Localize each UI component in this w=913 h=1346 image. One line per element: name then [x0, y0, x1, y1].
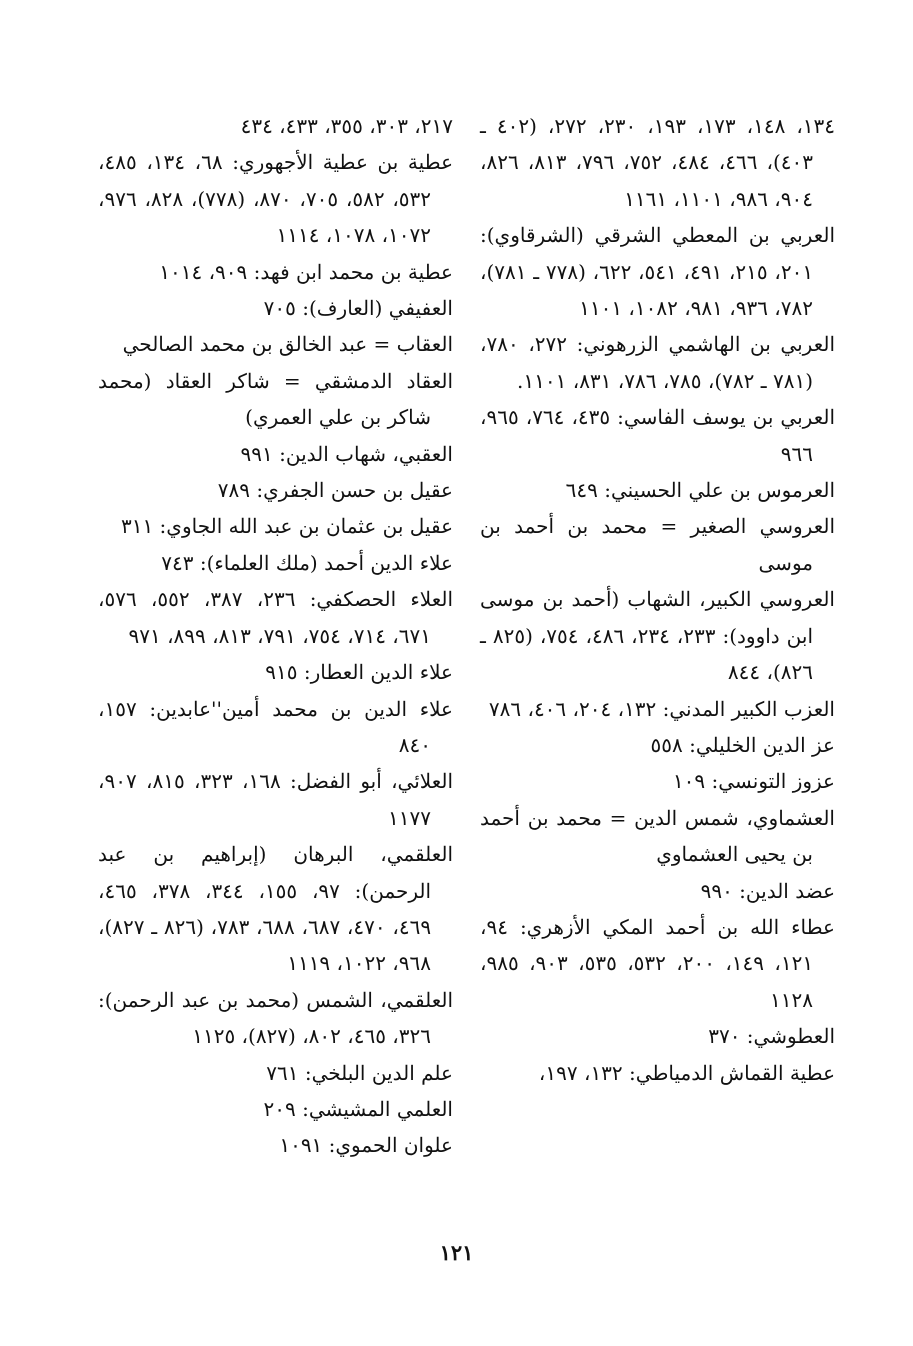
left-column: [98, 108, 453, 1164]
page-number: ١٢١: [439, 1240, 474, 1265]
index-entry: علاء الدين أحمد (ملك العلماء): ٧٤٣: [161, 550, 453, 575]
index-entry: علم الدين البلخي: ٧٦١: [266, 1060, 453, 1085]
index-entry: العفيفي (العارف): ٧٠٥: [263, 296, 453, 321]
index-entry: عطية القماش الدمياطي: ١٣٢، ١٩٧،: [538, 1060, 835, 1085]
index-entry: علاء الدين بن محمد أمين''عابدين: ١٥٧، ٨٤٠: [98, 696, 453, 757]
index-entry: العشماوي، شمس الدين = محمد بن أحمد بن يحيى العشماوي: [480, 805, 835, 867]
index-entry: العروسي الصغير = محمد بن أحمد بن موسى: [480, 514, 835, 575]
index-entry: العربي بن الهاشمي الزرهوني: ٢٧٢، ٧٨٠، (٧٨١ ـ ٧٨٢)، ٧٨٥، ٧٨٦، ٨٣١، ١١٠١.: [480, 332, 835, 393]
index-entry: العزب الكبير المدني: ١٣٢، ٢٠٤، ٤٠٦، ٧٨٦: [488, 696, 835, 721]
index-entry: عزوز التونسي: ١٠٩: [672, 769, 835, 794]
index-entry: عز الدين الخليلي: ٥٥٨: [650, 732, 835, 757]
index-entry: العلاء الحصكفي: ٢٣٦، ٣٨٧، ٥٥٢، ٥٧٦، ٦٧١، ٧١٤، ٧٥٤، ٧٩١، ٨١٣، ٨٩٩، ٩٧١: [98, 587, 454, 648]
index-entry: العربي بن المعطي الشرقي (الشرقاوي): ٢٠١، ٢١٥، ٤٩١، ٥٤١، ٦٢٢، (٧٧٨ ـ ٧٨١)، ٧٨٢، ٩٣٦، ٩٨١، ١٠٨٢، ١١٠١: [480, 223, 835, 321]
index-entry: العلمي المشيشي: ٢٠٩: [263, 1096, 453, 1121]
index-entry: ١٣٤، ١٤٨، ١٧٣، ١٩٣، ٢٣٠، ٢٧٢، (٤٠٢ ـ ٤٠٣)، ٤٦٦، ٤٨٤، ٧٥٢، ٧٩٦، ٨١٣، ٨٢٦، ٩٠٤، ٩٨٦، ١١٠١، ١١٦١: [480, 114, 836, 211]
index-entry: عقيل بن حسن الجفري: ٧٨٩: [217, 478, 453, 503]
index-entry: علاء الدين العطار: ٩١٥: [265, 660, 453, 685]
index-entry: العلقمي، البرهان (إبراهيم بن عبد الرحمن): ٩٧، ١٥٥، ٣٤٤، ٣٧٨، ٤٦٥، ٤٦٩، ٤٧٠، ٦٨٧، ٦٨٨، ٧٨٣، (٨٢٦ ـ ٨٢٧)، ٩٦٨، ١٠٢٢، ١١١٩: [98, 842, 453, 976]
index-entry: العرموس بن علي الحسيني: ٦٤٩: [565, 478, 835, 503]
index-entry: عطاء الله بن أحمد المكي الأزهري: ٩٤، ١٢١، ١٤٩، ٢٠٠، ٥٣٢، ٥٣٥، ٩٠٣، ٩٨٥، ١١٢٨: [480, 914, 835, 1012]
index-entry: العلقمي، الشمس (محمد بن عبد الرحمن): ٣٢٦، ٤٦٥، ٨٠٢، (٨٢٧)، ١١٢٥: [98, 987, 453, 1049]
index-entry: العطوشي: ٣٧٠: [708, 1024, 835, 1049]
index-entry: ٢١٧، ٣٠٣، ٣٥٥، ٤٣٣، ٤٣٤: [240, 114, 453, 138]
index-entry: العقبي، شهاب الدين: ٩٩١: [240, 441, 453, 466]
index-entry: علوان الحموي: ١٠٩١: [279, 1133, 453, 1158]
index-entry: عضد الدين: ٩٩٠: [700, 878, 835, 903]
index-entry: العربي بن يوسف الفاسي: ٤٣٥، ٧٦٤، ٩٦٥، ٩٦٦: [480, 405, 835, 466]
index-entry: عطية بن عطية الأجهوري: ٦٨، ١٣٤، ٤٨٥، ٥٣٢، ٥٨٢، ٧٠٥، ٨٧٠، (٧٧٨)، ٨٢٨، ٩٧٦، ١٠٧٢، ١٠٧٨، ١١١٤: [98, 150, 454, 248]
index-entry: العقاب = عبد الخالق بن محمد الصالحي: [122, 332, 453, 357]
right-column: [480, 108, 835, 1091]
index-entry: عقيل بن عثمان بن عبد الله الجاوي: ٣١١: [120, 514, 453, 539]
index-entry: العقاد الدمشقي = شاكر العقاد (محمد شاكر بن علي العمري): [98, 368, 453, 430]
index-entry: عطية بن محمد ابن فهد: ٩٠٩، ١٠١٤: [159, 259, 453, 284]
index-entry: العلائي، أبو الفضل: ١٦٨، ٣٢٣، ٨١٥، ٩٠٧، ١١٧٧: [98, 769, 454, 830]
index-entry: العروسي الكبير، الشهاب (أحمد بن موسى ابن داوود): ٢٣٣، ٢٣٤، ٤٨٦، ٧٥٤، (٨٢٥ ـ ٨٢٦)، ٨٤٤: [480, 587, 835, 685]
